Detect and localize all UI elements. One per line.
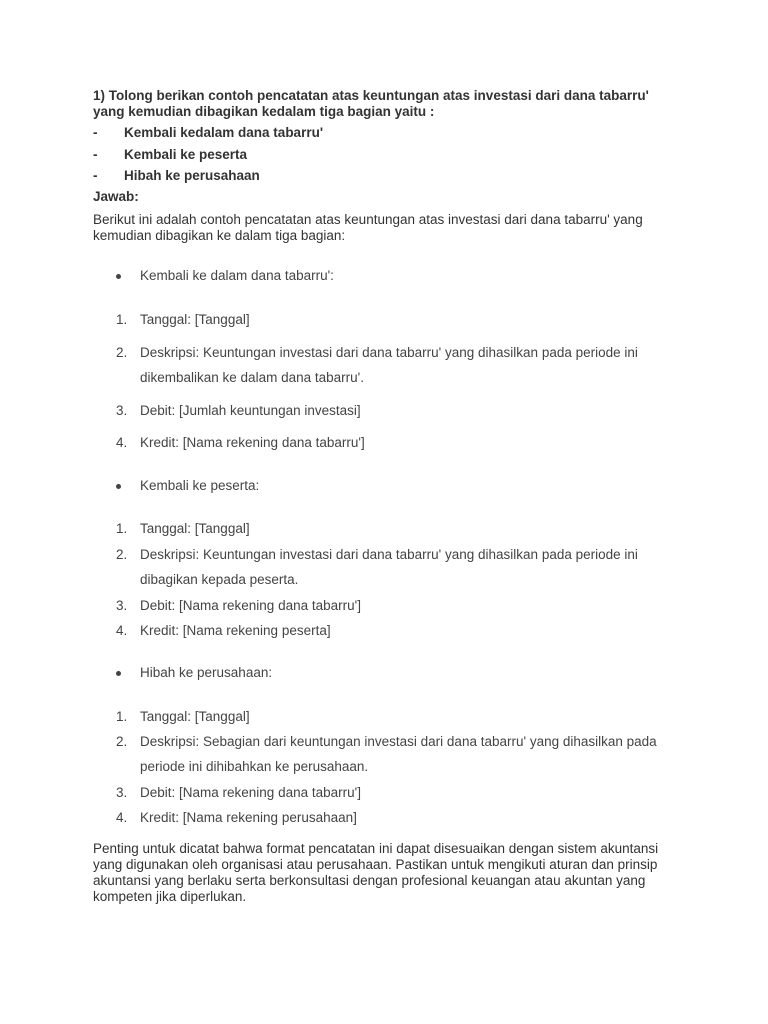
question-item-1: Kembali kedalam dana tabarru' — [124, 125, 324, 140]
section-3-item-1: Tanggal: [Tanggal] — [140, 709, 250, 724]
section-2-item-4: Kredit: [Nama rekening peserta] — [140, 623, 331, 638]
section-1-item-2: Deskripsi: Keuntungan investasi dari dana tabarru' yang dihasilkan pada periode ini — [140, 345, 638, 360]
section-1-title: Kembali ke dalam dana tabarru': — [140, 268, 334, 283]
closing-line-1: Penting untuk dicatat bahwa format pencatatan ini dapat disesuaikan dengan sistem akuntansi — [93, 841, 659, 856]
section-1-num-4: 4. — [116, 435, 128, 450]
section-3-item-2-cont: periode ini dihibahkan ke perusahaan. — [140, 759, 369, 774]
section-3-item-4: Kredit: [Nama rekening perusahaan] — [140, 810, 357, 825]
section-1-item-1: Tanggal: [Tanggal] — [140, 312, 250, 327]
answer-label: Jawab: — [93, 189, 139, 204]
section-3-title: Hibah ke perusahaan: — [140, 665, 273, 680]
section-2-num-1: 1. — [116, 521, 128, 536]
question-line-2: yang kemudian dibagikan kedalam tiga bagian yaitu : — [93, 104, 435, 119]
section-2-item-2-cont: dibagikan kepada peserta. — [140, 572, 299, 587]
section-1-item-3: Debit: [Jumlah keuntungan investasi] — [140, 403, 361, 418]
section-3-num-2: 2. — [116, 734, 128, 749]
section-2-title: Kembali ke peserta: — [140, 478, 260, 493]
intro-line-1: Berikut ini adalah contoh pencatatan atas keuntungan atas investasi dari dana tabarru' yang — [93, 212, 643, 227]
section-3-num-1: 1. — [116, 709, 128, 724]
section-1-item-2-cont: dikembalikan ke dalam dana tabarru'. — [140, 370, 364, 385]
section-3-item-2: Deskripsi: Sebagian dari keuntungan investasi dari dana tabarru' yang dihasilkan pada — [140, 734, 657, 749]
closing-line-3: akuntansi yang berlaku serta berkonsultasi dengan profesional keuangan atau akuntan yang — [93, 873, 646, 888]
question-item-2: Kembali ke peserta — [124, 147, 248, 162]
section-2-item-2: Deskripsi: Keuntungan investasi dari dana tabarru' yang dihasilkan pada periode ini — [140, 547, 638, 562]
question-item-3: Hibah ke perusahaan — [124, 168, 260, 183]
section-3-num-3: 3. — [116, 785, 128, 800]
closing-line-2: yang digunakan oleh organisasi atau perusahaan. Pastikan untuk mengikuti aturan dan prinsip — [93, 857, 658, 872]
section-2-num-4: 4. — [116, 623, 128, 638]
intro-line-2: kemudian dibagikan ke dalam tiga bagian: — [93, 228, 346, 243]
bullet-icon — [116, 671, 121, 676]
section-1-item-4: Kredit: [Nama rekening dana tabarru'] — [140, 435, 365, 450]
section-2-num-2: 2. — [116, 547, 128, 562]
section-1-num-2: 2. — [116, 345, 128, 360]
closing-line-4: kompeten jika diperlukan. — [93, 889, 247, 904]
section-3-num-4: 4. — [116, 810, 128, 825]
question-line-1: 1) Tolong berikan contoh pencatatan atas keuntungan atas investasi dari dana tabarru' — [93, 88, 649, 103]
dash-2: - — [93, 147, 98, 162]
section-3-item-3: Debit: [Nama rekening dana tabarru'] — [140, 785, 361, 800]
section-2-item-3: Debit: [Nama rekening dana tabarru'] — [140, 598, 361, 613]
section-2-item-1: Tanggal: [Tanggal] — [140, 521, 250, 536]
bullet-icon — [116, 274, 121, 279]
section-2-num-3: 3. — [116, 598, 128, 613]
section-1-num-3: 3. — [116, 403, 128, 418]
dash-3: - — [93, 168, 98, 183]
dash-1: - — [93, 125, 98, 140]
section-1-num-1: 1. — [116, 312, 128, 327]
bullet-icon — [116, 484, 121, 489]
